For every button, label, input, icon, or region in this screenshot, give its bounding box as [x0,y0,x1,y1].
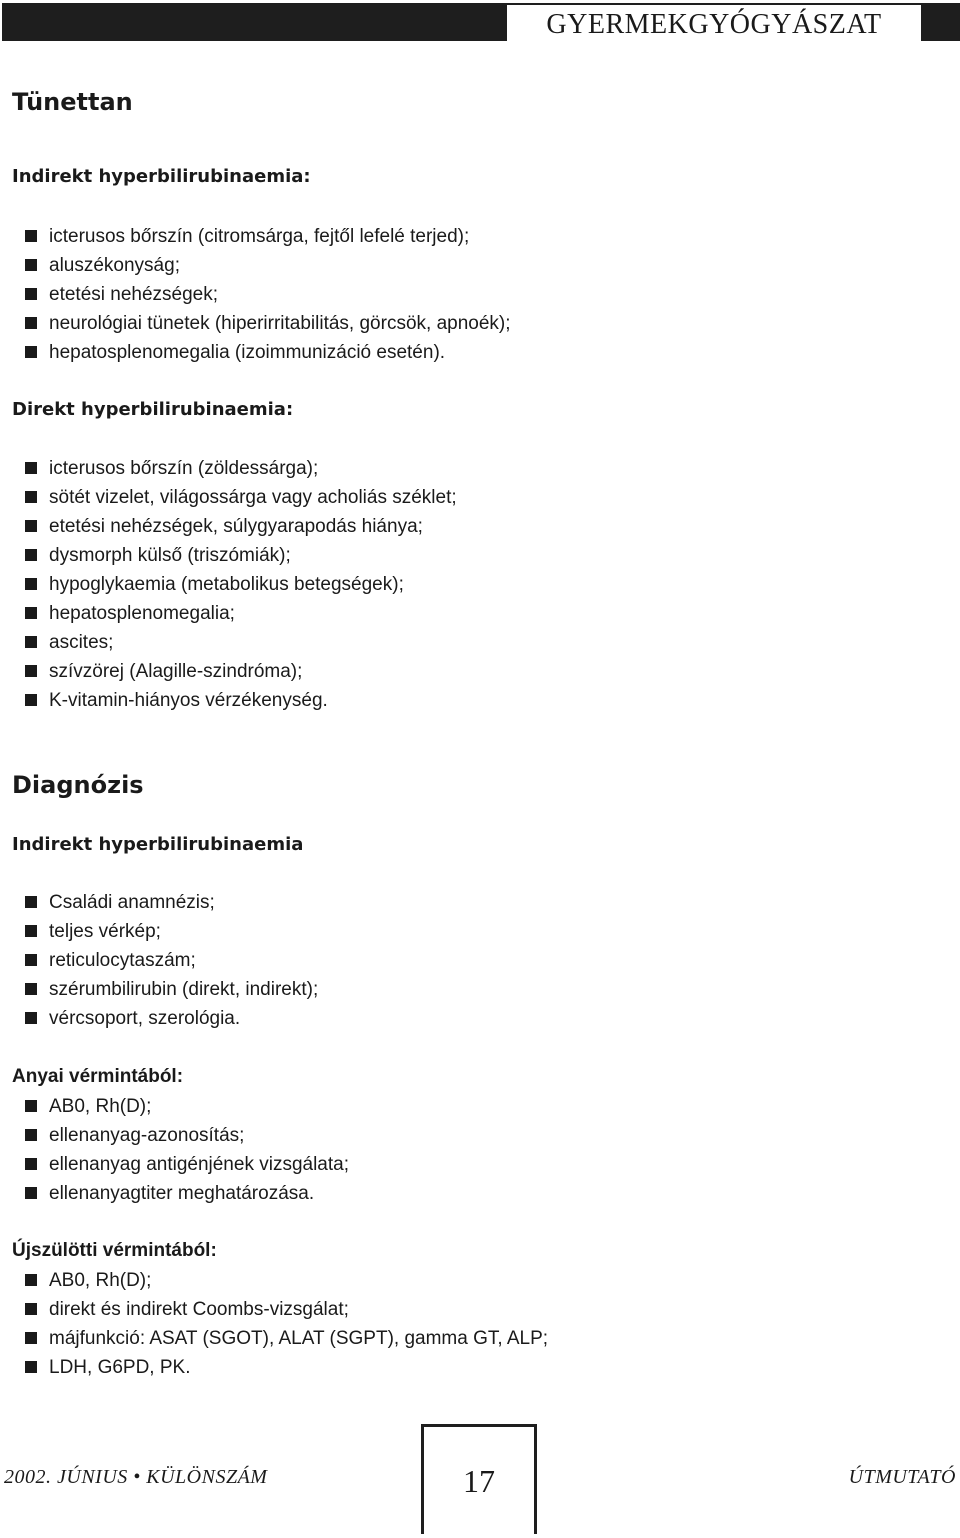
list-tunettan-direkt [25,454,457,715]
list-anyai [25,1092,349,1208]
list-item [25,309,511,338]
list-item [25,1150,349,1179]
square-bullet-icon [25,1187,37,1199]
list-item-text: neurológiai tünetek (hiperirritabilitás, görcsök, apnoék); [49,313,511,334]
square-bullet-icon [25,896,37,908]
list-item-text: AB0, Rh(D); [49,1096,152,1117]
list-item-text: icterusos bőrszín (citromsárga, fejtől lefelé terjed); [49,226,470,247]
list-item [25,1121,349,1150]
square-bullet-icon [25,1100,37,1112]
list-item [25,1266,548,1295]
list-item-text: szívzörej (Alagille-szindróma); [49,661,303,682]
square-bullet-icon [25,983,37,995]
list-item-text: hepatosplenomegalia; [49,603,235,624]
list-item [25,1092,349,1121]
square-bullet-icon [25,1158,37,1170]
list-item-text: aluszékonyság; [49,255,180,276]
list-item [25,541,457,570]
page-number-box [421,1424,537,1534]
square-bullet-icon [25,288,37,300]
list-item [25,946,318,975]
square-bullet-icon [25,925,37,937]
list-item [25,1353,548,1382]
list-item [25,657,457,686]
square-bullet-icon [25,1129,37,1141]
list-item-text: icterusos bőrszín (zöldessárga); [49,458,319,479]
list-item [25,338,511,367]
list-item [25,280,511,309]
list-item [25,483,457,512]
square-bullet-icon [25,694,37,706]
square-bullet-icon [25,578,37,590]
square-bullet-icon [25,549,37,561]
list-item [25,975,318,1004]
square-bullet-icon [25,1361,37,1373]
list-item [25,251,511,280]
list-item [25,222,511,251]
subheading-indirekt: Indirekt hyperbilirubinaemia: [12,166,311,187]
list-item-text: májfunkció: ASAT (SGOT), ALAT (SGPT), gamma GT, ALP; [49,1328,549,1349]
list-item-text: hypoglykaemia (metabolikus betegségek); [49,574,404,595]
subheading-diag-indirekt: Indirekt hyperbilirubinaemia [12,834,304,855]
square-bullet-icon [25,317,37,329]
list-item-text: teljes vérkép; [49,921,161,942]
square-bullet-icon [25,954,37,966]
list-tunettan-indirekt [25,222,511,367]
list-item [25,1324,548,1353]
list-item [25,512,457,541]
list-item [25,686,457,715]
list-item-text: szérumbilirubin (direkt, indirekt); [49,979,319,1000]
section-label: GYERMEKGYÓGYÁSZAT [546,9,882,40]
footer-title: ÚTMUTATÓ [848,1466,956,1488]
list-item-text: dysmorph külső (triszómiák); [49,545,291,566]
list-item-text: etetési nehézségek; [49,284,219,305]
list-item-text: Családi anamnézis; [49,892,215,913]
list-item-text: ellenanyag-azonosítás; [49,1125,245,1146]
list-item-text: hepatosplenomegalia (izoimmunizáció esetén). [49,342,446,363]
list-item [25,454,457,483]
list-item-text: sötét vizelet, világossárga vagy acholiás széklet; [49,487,457,508]
list-item-text: direkt és indirekt Coombs-vizsgálat; [49,1299,349,1320]
square-bullet-icon [25,259,37,271]
list-item-text: K-vitamin-hiányos vérzékenység. [49,690,328,711]
list-item [25,1295,548,1324]
list-item [25,599,457,628]
square-bullet-icon [25,636,37,648]
square-bullet-icon [25,491,37,503]
section-title-diagnozis: Diagnózis [12,771,144,799]
section-label-box [507,5,921,41]
list-item [25,570,457,599]
square-bullet-icon [25,230,37,242]
square-bullet-icon [25,346,37,358]
list-item-text: vércsoport, szerológia. [49,1008,241,1029]
square-bullet-icon [25,1274,37,1286]
list-item [25,1179,349,1208]
square-bullet-icon [25,665,37,677]
list-item-text: ascites; [49,632,114,653]
subheading-anyai: Anyai vérmintából: [12,1066,184,1087]
square-bullet-icon [25,1303,37,1315]
list-item-text: reticulocytaszám; [49,950,196,971]
footer-issue: 2002. JÚNIUS • KÜLÖNSZÁM [4,1466,268,1488]
header-bar [2,3,960,41]
subheading-ujszulott: Újszülötti vérmintából: [12,1240,217,1261]
subheading-direkt: Direkt hyperbilirubinaemia: [12,399,294,420]
header-end-block [925,6,960,38]
page-number: 17 [463,1463,495,1499]
square-bullet-icon [25,462,37,474]
square-bullet-icon [25,1332,37,1344]
list-item [25,917,318,946]
square-bullet-icon [25,607,37,619]
section-title-tunettan: Tünettan [12,88,133,116]
list-item-text: LDH, G6PD, PK. [49,1357,191,1378]
list-item [25,1004,318,1033]
list-ujszulott [25,1266,548,1382]
list-item-text: ellenanyag antigénjének vizsgálata; [49,1154,349,1175]
square-bullet-icon [25,520,37,532]
square-bullet-icon [25,1012,37,1024]
list-diag-indirekt [25,888,318,1033]
list-item-text: AB0, Rh(D); [49,1270,152,1291]
list-item [25,628,457,657]
list-item [25,888,318,917]
list-item-text: etetési nehézségek, súlygyarapodás hiánya; [49,516,423,537]
list-item-text: ellenanyagtiter meghatározása. [49,1183,315,1204]
